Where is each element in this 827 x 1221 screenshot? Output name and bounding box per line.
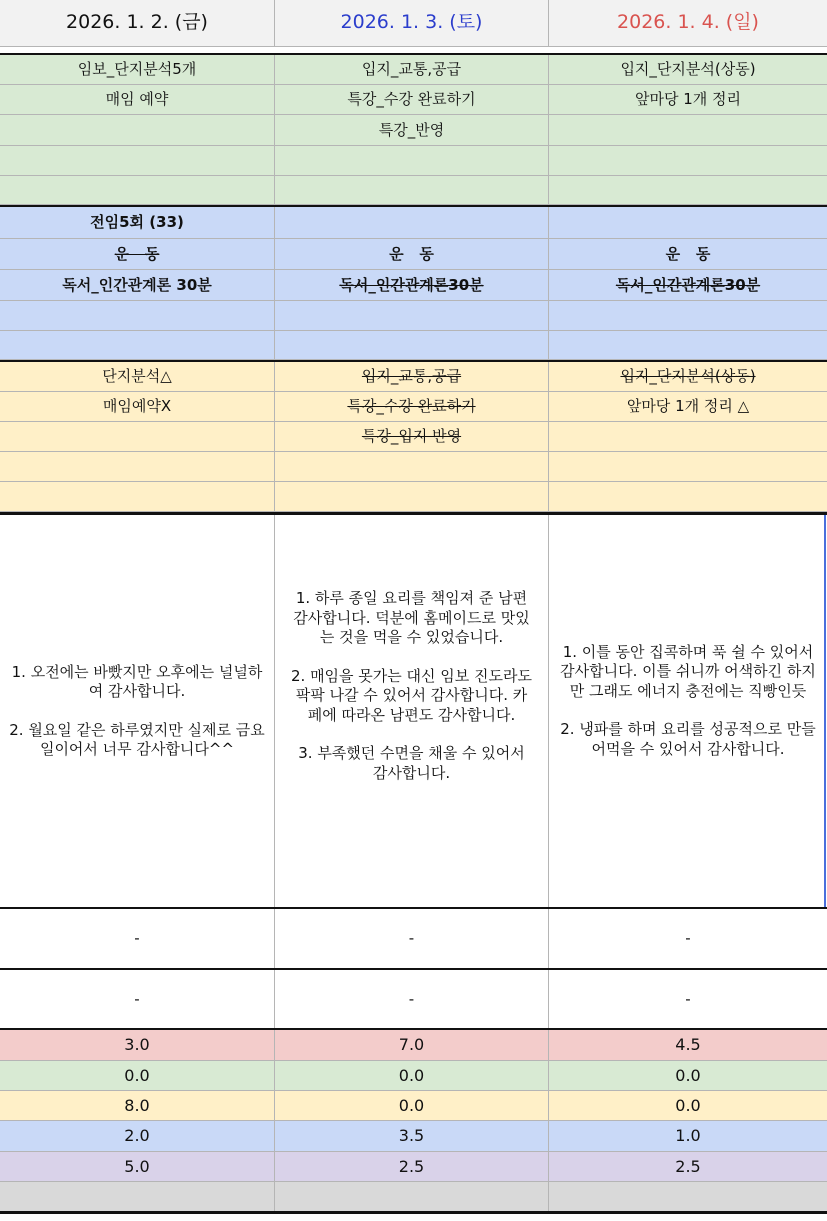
result-cell[interactable] [549,452,827,481]
result-row [0,362,827,392]
gratitude-line: 2. 냉파를 하며 요리를 성공적으로 만들어먹을 수 있어서 감사합니다. [560,720,816,758]
plan-cell[interactable] [0,176,275,204]
result-row [0,392,827,422]
number-cell[interactable]: 2.0 [0,1121,275,1151]
dash-cell[interactable]: - [685,929,691,948]
habit-row [0,331,827,360]
selection-border [824,515,826,907]
habit-cell[interactable] [275,301,549,330]
dash-cell[interactable]: - [685,989,691,1008]
result-cell[interactable]: 특강_입지 반영 [275,422,549,451]
result-cell[interactable] [0,452,275,481]
plan-cell[interactable] [549,115,827,145]
habit-row [0,207,827,239]
dash-cell[interactable]: - [275,970,549,1028]
plan-row [0,176,827,205]
date-cell-sun[interactable]: 2026. 1. 4. (일) [617,11,759,34]
plan-cell[interactable]: 매임 예약 [0,85,275,114]
dash-row [0,970,827,1028]
gratitude-spacer [290,725,534,744]
number-row [0,1121,827,1152]
number-cell[interactable]: 5.0 [0,1152,275,1181]
result-cell[interactable] [275,482,549,511]
plan-row [0,115,827,146]
date-header-row [0,0,827,47]
habit-cell[interactable] [549,207,827,238]
result-cell[interactable] [0,482,275,511]
number-cell[interactable]: 7.0 [275,1030,549,1060]
number-cell[interactable]: 0.0 [0,1061,275,1090]
gratitude-line: 2. 매임을 못가는 대신 임보 진도라도 팍팍 나갈 수 있어서 감사합니다. 카페에 따라온 남편도 감사합니다. [290,666,532,724]
result-row [0,422,827,452]
number-cell[interactable] [0,1182,275,1211]
habit-row [0,270,827,301]
number-cell[interactable]: 3.5 [275,1121,549,1151]
section-divider [0,1211,827,1214]
habit-row [0,301,827,331]
gratitude-spacer [290,648,534,667]
number-cell[interactable]: 0.0 [675,1065,701,1085]
result-cell[interactable]: 앞마당 1개 정리 △ [626,397,750,416]
gratitude-cell-fri[interactable] [0,515,275,907]
plan-cell[interactable]: 특강_반영 [275,115,549,145]
number-row [0,1030,827,1061]
number-cell[interactable]: 0.0 [275,1061,549,1090]
habit-cell[interactable] [275,207,549,238]
result-cell[interactable]: 입지_교통,공급 [275,362,549,391]
plan-row [0,146,827,176]
habit-cell[interactable] [0,301,275,330]
result-row [0,452,827,482]
plan-cell[interactable] [549,146,827,175]
number-cell[interactable] [275,1182,549,1211]
number-row [0,1182,827,1211]
habit-cell-reading[interactable]: 독서_인간관계론30분 [615,275,761,294]
dash-cell[interactable]: - [0,970,275,1028]
result-cell[interactable] [0,422,275,451]
habit-cell-reading[interactable]: 독서_인간관계론30분 [275,270,549,300]
number-cell[interactable]: 3.0 [0,1030,275,1060]
result-cell[interactable] [275,452,549,481]
gratitude-spacer [556,701,820,720]
gratitude-cell-sat[interactable] [275,515,549,907]
number-cell[interactable]: 8.0 [0,1091,275,1120]
plan-cell[interactable] [0,146,275,175]
habit-cell-exercise[interactable]: 운 동 [275,239,549,269]
dash-cell[interactable]: - [275,909,549,968]
plan-cell[interactable] [549,176,827,204]
result-cell[interactable]: 특강_수강 완료하기 [275,392,549,421]
plan-row [0,85,827,115]
number-row [0,1152,827,1182]
gratitude-spacer [6,702,268,721]
number-cell[interactable] [549,1182,827,1211]
plan-cell[interactable]: 특강_수강 완료하기 [275,85,549,114]
habit-cell[interactable] [0,331,275,359]
gratitude-line: 1. 하루 종일 요리를 책임져 준 남편 감사합니다. 덕분에 홈메이드로 맛있는 것을 먹을 수 있었습니다. [293,589,530,646]
habit-cell[interactable] [549,301,827,330]
plan-cell[interactable]: 임보_단지분석5개 [0,55,275,84]
habit-cell[interactable]: 전임5회 (33) [0,207,275,238]
result-cell[interactable] [549,482,827,511]
number-cell[interactable]: 0.0 [675,1095,701,1115]
dash-cell[interactable]: - [0,909,275,968]
number-cell[interactable]: 2.5 [275,1152,549,1181]
habit-cell-exercise[interactable]: 운 동 [665,244,711,263]
gratitude-line: 3. 부족했던 수면을 채울 수 있어서 감사합니다. [298,744,525,782]
plan-cell[interactable] [275,146,549,175]
date-cell-fri[interactable]: 2026. 1. 2. (금) [0,0,275,46]
result-cell[interactable] [549,422,827,451]
number-cell[interactable]: 4.5 [675,1035,701,1054]
gratitude-row [0,515,827,907]
habit-cell[interactable] [275,331,549,359]
plan-cell[interactable] [0,115,275,145]
gratitude-line: 1. 이틀 동안 집콕하며 푹 쉴 수 있어서 감사합니다. 이틀 쉬니까 어색하긴 하지만 그래도 에너지 충전에는 직빵인듯 [560,642,816,700]
result-cell[interactable]: 매임예약X [0,392,275,421]
plan-cell[interactable]: 입지_교통,공급 [275,55,549,84]
number-row [0,1091,827,1121]
gratitude-cell-sun[interactable] [549,515,827,907]
plan-cell[interactable] [275,176,549,204]
date-cell-sat[interactable]: 2026. 1. 3. (토) [275,0,549,46]
plan-row [0,55,827,85]
gratitude-line: 2. 월요일 같은 하루였지만 실제로 금요일이어서 너무 감사합니다^^ [9,720,265,758]
number-cell[interactable]: 1.0 [675,1126,701,1145]
number-cell[interactable]: 2.5 [675,1156,701,1176]
result-cell[interactable]: 단지분석△ [0,362,275,391]
habit-row [0,239,827,270]
plan-cell[interactable]: 앞마당 1개 정리 [634,90,742,109]
number-row [0,1061,827,1091]
habit-cell[interactable] [549,331,827,359]
result-row [0,482,827,512]
dash-row [0,909,827,968]
number-cell[interactable]: 0.0 [275,1091,549,1120]
result-cell[interactable]: 입지_단지분석(상동) [620,367,756,386]
habit-cell-exercise[interactable]: 운 동 [0,239,275,269]
habit-cell-reading[interactable]: 독서_인간관계론 30분 [0,270,275,300]
plan-cell[interactable]: 입지_단지분석(상동) [620,60,756,79]
gratitude-line: 1. 오전에는 바빴지만 오후에는 널널하여 감사합니다. [11,662,263,700]
